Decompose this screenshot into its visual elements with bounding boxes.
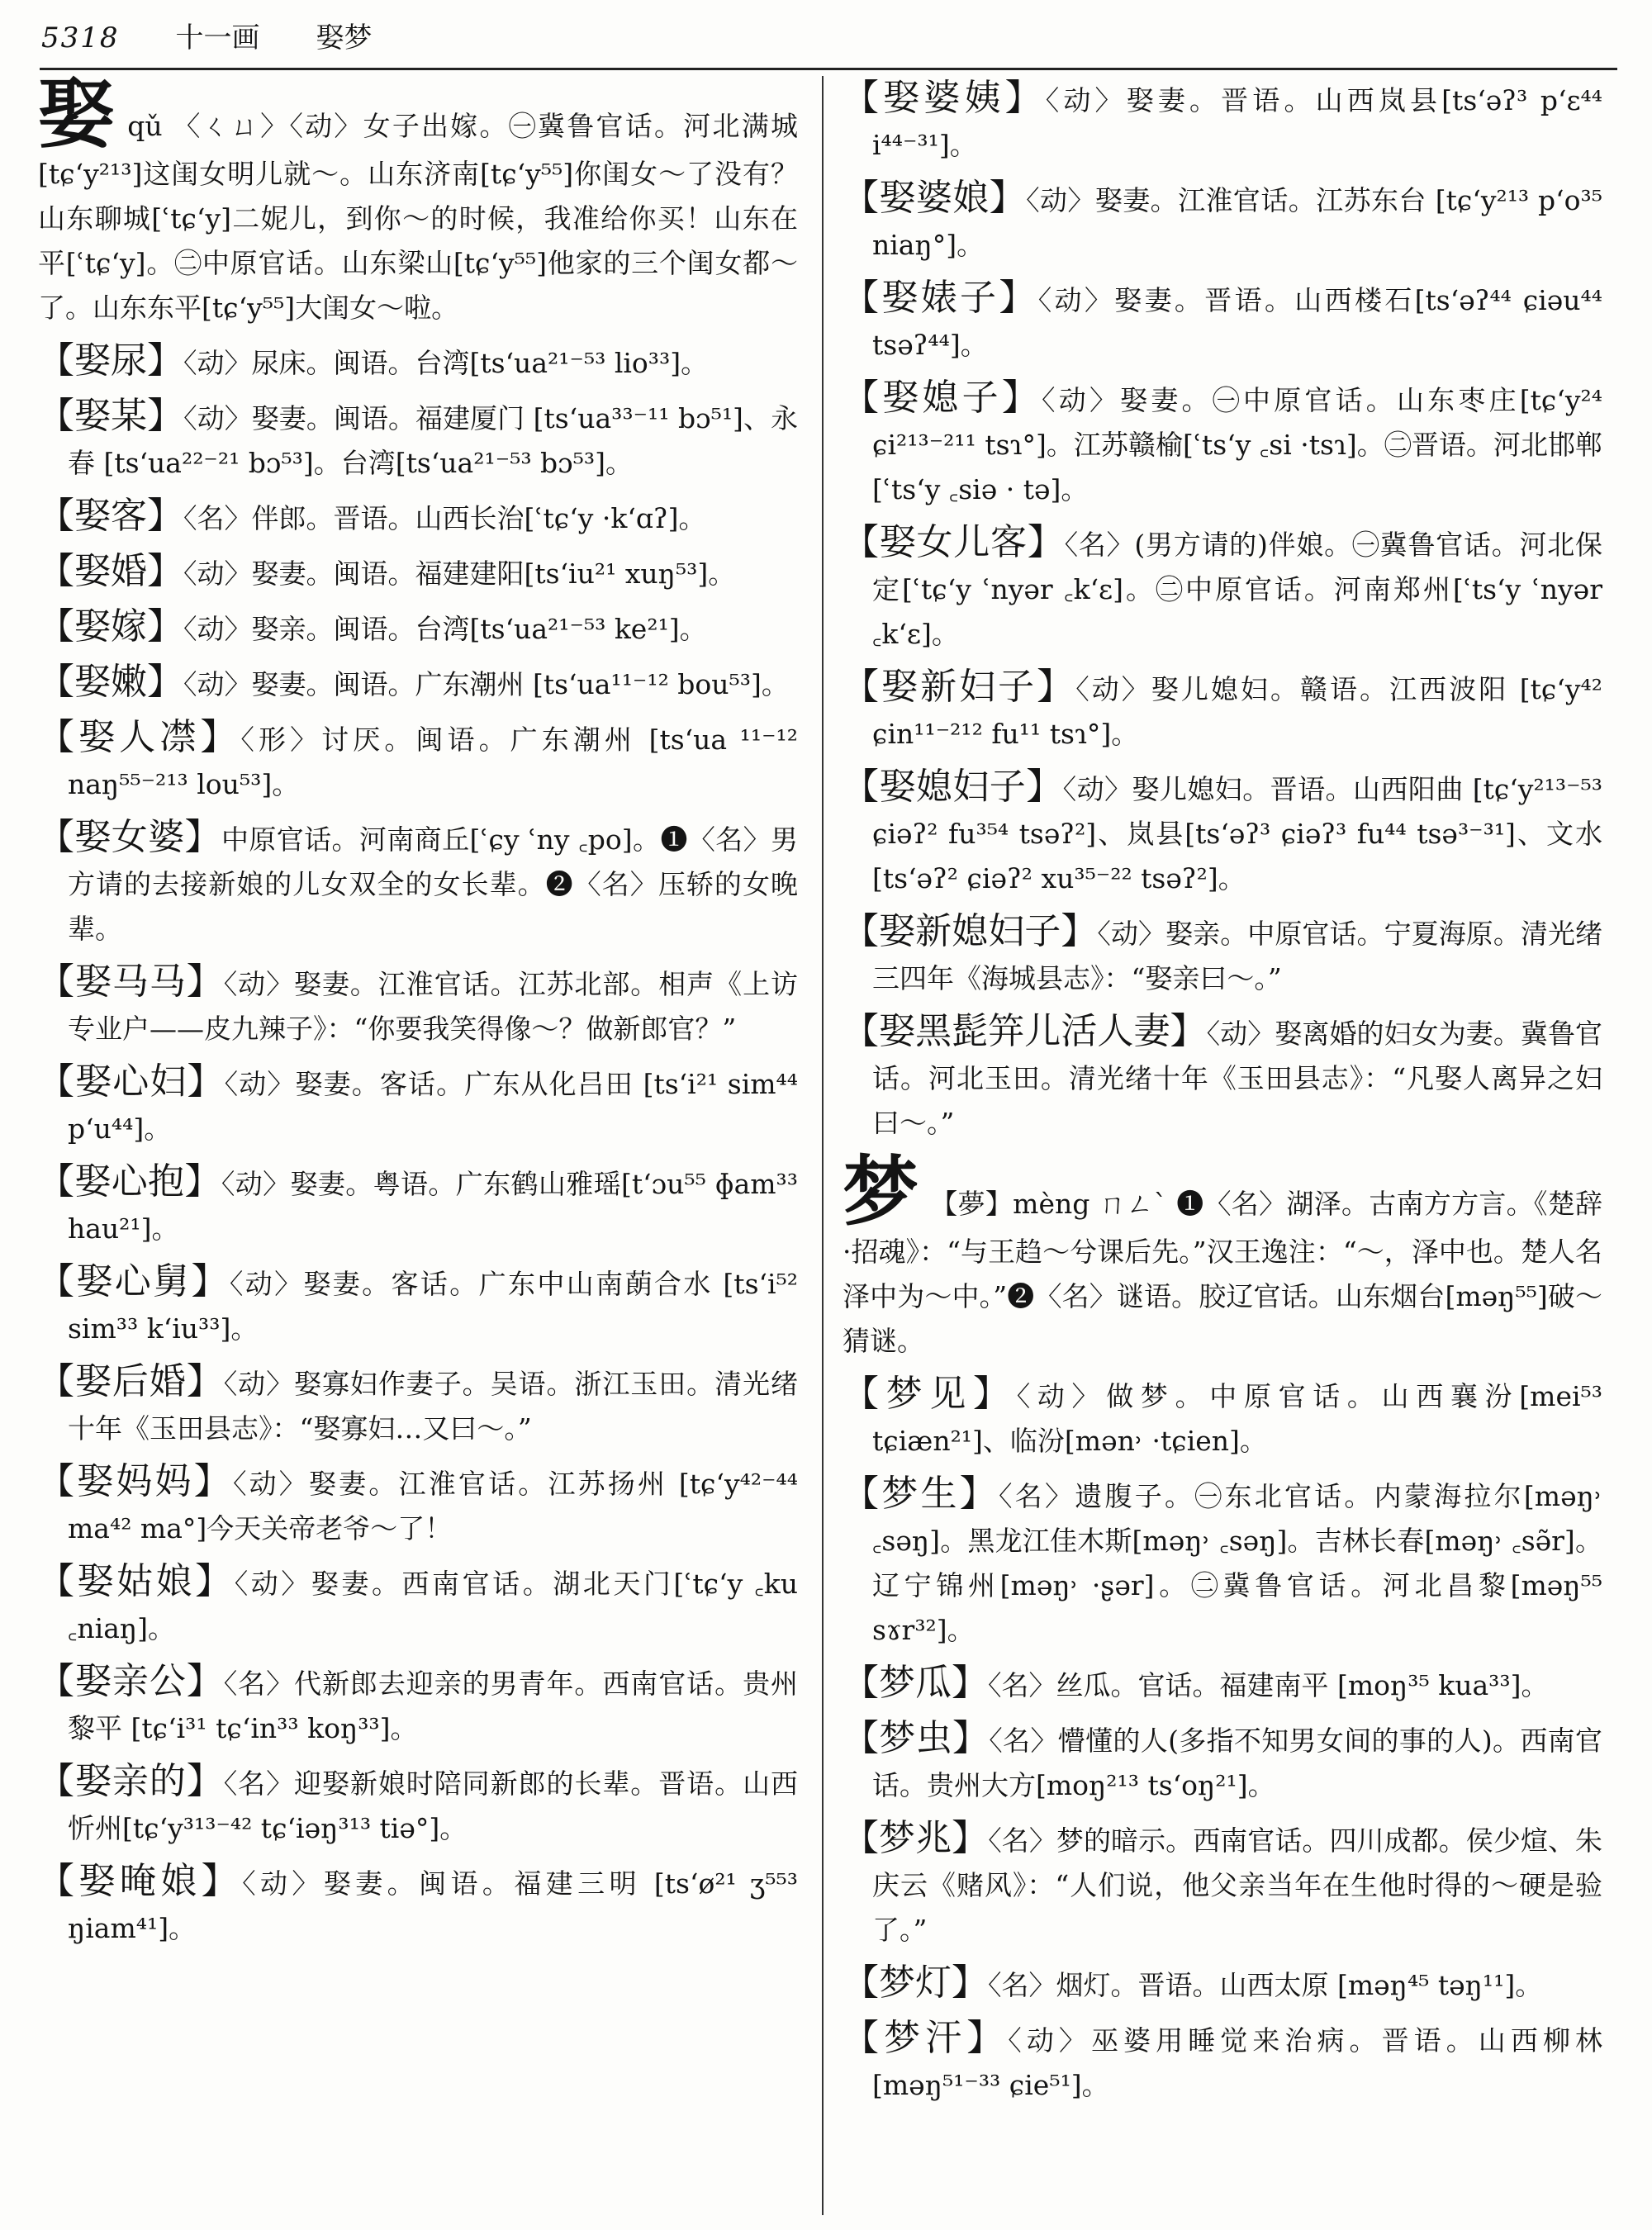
entry-text: 〈名〉(男方请的)伴娘。㊀冀鲁官话。河北保定[ʿtɕʻy ʿnyər ꜀kʻɛ]。㊁中原官话。河南郑州[ʿtsʻy ʿnyər ꜀kʻɛ]。 bbox=[872, 529, 1603, 650]
entry bbox=[843, 276, 1602, 368]
entry-headword: 【娶婊子】 bbox=[843, 277, 1038, 319]
entry bbox=[38, 494, 798, 541]
entry-headword: 【娶新妇子】 bbox=[843, 666, 1076, 708]
page-number: 5318 bbox=[41, 21, 120, 55]
entry-headword: 【梦见】 bbox=[843, 1373, 1017, 1415]
entry bbox=[38, 1359, 798, 1451]
entry-headword: 【娶后婚】 bbox=[38, 1360, 224, 1402]
entry bbox=[38, 1659, 798, 1751]
entry bbox=[843, 1816, 1602, 1952]
entry-text: 〈动〉娶妻。晋语。山西楼石[tsʻəʔ⁴⁴ ɕiəu⁴⁴ tsəʔ⁴⁴]。 bbox=[872, 284, 1603, 361]
entry-text: 〈动〉娶亲。中原官话。宁夏海原。清光绪三四年《海城县志》：“娶亲曰～。” bbox=[872, 918, 1603, 994]
entry-headword: 【娶马马】 bbox=[38, 961, 224, 1003]
entry bbox=[38, 1559, 798, 1651]
entry-headword: 【娶女婆】 bbox=[38, 816, 221, 858]
entry bbox=[38, 1060, 798, 1151]
entry-headword: 【娶婆姨】 bbox=[843, 77, 1046, 119]
entry bbox=[38, 960, 798, 1051]
entry bbox=[38, 1260, 798, 1351]
stroke-count: 十一画 bbox=[175, 21, 260, 55]
entry-headword: 【娶新媳妇子】 bbox=[843, 910, 1098, 952]
entry bbox=[843, 1716, 1602, 1808]
entry bbox=[38, 339, 798, 386]
entry-headword: 娶 bbox=[38, 69, 116, 159]
entry bbox=[38, 1859, 798, 1951]
entry-text: 〈动〉做梦。中原官话。山西襄汾[mei⁵³ tɕiæn²¹]、临汾[mən˒ ·tɕien]。 bbox=[872, 1380, 1603, 1457]
entry-headword: 【娶嫩】 bbox=[38, 661, 183, 703]
entry-headword: 【娶某】 bbox=[38, 395, 184, 437]
entry-text: 〈名〉懵懂的人(多指不知男女间的事的人)。西南官话。贵州大方[moŋ²¹³ tsʻoŋ²¹]。 bbox=[872, 1725, 1602, 1801]
entry-headword: 【娶女儿客】 bbox=[843, 521, 1065, 563]
entry-text: 〈动〉娶妻。客话。广东中山南蓢合水 [tsʻi⁵² sim³³ kʻiu³³]。 bbox=[68, 1268, 799, 1345]
entry-headword: 【梦汗】 bbox=[843, 2017, 1009, 2059]
entry-headword: 【娶婚】 bbox=[38, 550, 183, 592]
entry-text: 〈名〉代新郎去迎亲的男青年。西南官话。贵州黎平 [tɕʻi³¹ tɕʻin³³ koŋ³³]。 bbox=[68, 1668, 799, 1744]
page-header bbox=[41, 15, 1615, 66]
entry-text: 〈名〉烟灯。晋语。山西太原 [məŋ⁴⁵ təŋ¹¹]。 bbox=[988, 1969, 1543, 2001]
entry-text: qǔ 〈ㄑㄩ〉〈动〉女子出嫁。㊀冀鲁官话。河北满城[tɕʻy²¹³]这闺女明儿就～。山东济南[tɕʻy⁵⁵]你闺女～了没有？山东聊城[ʿtɕʻy]二妮儿，到你～的时候，我准给你买！山东在平[ʿtɕʻy]。㊁中原官话。山东梁山[tɕʻy⁵⁵]他家的三个闺女都～了。山东东平[tɕʻy⁵⁵]大闺女～啦。 bbox=[38, 110, 798, 324]
entry-headword: 【娶媳子】 bbox=[843, 377, 1042, 419]
entry-text: 〈动〉娶妻。闽语。福建厦门 [tsʻua³³⁻¹¹ bɔ⁵¹]、永春 [tsʻua²²⁻²¹ bɔ⁵³]。台湾[tsʻua²¹⁻⁵³ bɔ⁵³]。 bbox=[68, 402, 799, 479]
entry-text: 〈名〉迎娶新娘时陪同新郎的长辈。晋语。山西忻州[tɕʻy³¹³⁻⁴² tɕʻiəŋ³¹³ tiə°]。 bbox=[68, 1767, 799, 1844]
header-chars: 娶梦 bbox=[316, 21, 373, 55]
entry-headword: 【梦虫】 bbox=[843, 1717, 990, 1759]
header-rule bbox=[40, 68, 1617, 70]
entry-text: 〈名〉遗腹子。㊀东北官话。内蒙海拉尔[məŋ˒ ꜀səŋ]。黑龙江佳木斯[məŋ˒ ꜀səŋ]。吉林长春[məŋ˒ ꜀sə̃r]。辽宁锦州[məŋ˒ ·ʂər]。㊁冀鲁官话。河北昌黎[məŋ⁵⁵ sɤr³²]。 bbox=[872, 1480, 1602, 1646]
entry-headword: 【娶亲的】 bbox=[38, 1760, 224, 1802]
entry-headword: 【娶婆娘】 bbox=[843, 177, 1027, 219]
column-divider bbox=[822, 76, 824, 2215]
entry-text: 〈动〉娶妻。江淮官话。江苏北部。相声《上访专业户——皮九辣子》：“你要我笑得像～？做新郎官？” bbox=[68, 968, 799, 1045]
entry-main-meng bbox=[843, 1147, 1602, 1364]
entry bbox=[38, 394, 798, 486]
entry-text: 〈动〉娶离婚的妇女为妻。冀鲁官话。河北玉田。清光绪十年《玉田县志》：“凡娶人离异之妇曰～。” bbox=[872, 1018, 1602, 1139]
entry-text: 〈动〉娶妻。江淮官话。江苏东台 [tɕʻy²¹³ pʻo³⁵ niaŋ°]。 bbox=[872, 184, 1602, 261]
entry-text: 〈动〉娶儿媳妇。晋语。山西阳曲 [tɕʻy²¹³⁻⁵³ ɕiəʔ² fu³⁵⁴ tsəʔ²]、岚县[tsʻəʔ³ ɕiəʔ³ fu⁴⁴ tsə³⁻³¹]、文水[tsʻəʔ² ɕiəʔ² xu³⁵⁻²² tsəʔ²]。 bbox=[872, 773, 1603, 894]
entry-text: 〈动〉娶妻。江淮官话。江苏扬州 [tɕʻy⁴²⁻⁴⁴ ma⁴² ma°]今天关帝老爷～了！ bbox=[68, 1468, 799, 1544]
entry-text: 〈动〉娶妻。西南官话。湖北天门[ʿtɕʻy ꜀ku ꜀niaŋ]。 bbox=[68, 1568, 799, 1644]
entry-headword: 【娶晻娘】 bbox=[38, 1860, 243, 1902]
entry-headword: 【娶姑娘】 bbox=[38, 1560, 235, 1602]
entry-text: 〈动〉娶妻。晋语。山西岚县[tsʻəʔ³ pʻɛ⁴⁴ i⁴⁴⁻³¹]。 bbox=[872, 84, 1603, 161]
entry-text: 〈动〉娶妻。粤语。广东鹤山雅瑶[tʻɔu⁵⁵ ɸam³³ hau²¹]。 bbox=[68, 1168, 798, 1245]
entry bbox=[38, 1759, 798, 1851]
entry bbox=[843, 1472, 1602, 1653]
entry bbox=[38, 549, 798, 596]
entry-headword: 梦 bbox=[843, 1147, 919, 1236]
entry bbox=[843, 76, 1602, 168]
entry-text: 〈动〉娶儿媳妇。赣语。江西波阳 [tɕʻy⁴² ɕin¹¹⁻²¹² fu¹¹ tsɿ°]。 bbox=[872, 673, 1602, 750]
left-column bbox=[38, 69, 799, 1959]
entry-headword: 【娶人凚】 bbox=[38, 716, 241, 758]
right-column bbox=[843, 76, 1602, 2116]
entry-headword: 【娶媳妇子】 bbox=[843, 766, 1063, 808]
entry-text: 〈动〉娶寡妇作妻子。吴语。浙江玉田。清光绪十年《玉田县志》：“娶寡妇…又曰～。” bbox=[68, 1368, 799, 1445]
entry bbox=[38, 715, 798, 807]
entry-headword: 【娶妈妈】 bbox=[38, 1460, 233, 1502]
entry-main-qu bbox=[38, 69, 798, 330]
entry bbox=[843, 176, 1602, 268]
entry-text: 【夢】mèng ㄇㄥˋ ❶〈名〉湖泽。古南方方言。《楚辞·招魂》：“与王趋～兮课后先。”汉王逸注：“～，泽中也。楚人名泽中为～中。”❷〈名〉谜语。胶辽官话。山东烟台[məŋ⁵⁵]破～猜谜。 bbox=[843, 1188, 1602, 1357]
entry-text: 〈动〉娶亲。闽语。台湾[tsʻua²¹⁻⁵³ ke²¹]。 bbox=[183, 613, 707, 645]
entry-headword: 【梦生】 bbox=[843, 1473, 999, 1515]
entry-text: 〈名〉丝瓜。官话。福建南平 [moŋ³⁵ kua³³]。 bbox=[988, 1669, 1549, 1701]
entry bbox=[843, 765, 1602, 901]
entry bbox=[38, 1459, 798, 1551]
entry bbox=[38, 605, 798, 652]
entry bbox=[843, 1661, 1602, 1708]
entry-headword: 【娶客】 bbox=[38, 495, 183, 537]
entry bbox=[38, 1160, 798, 1251]
entry-text: 〈动〉娶妻。闽语。广东潮州 [tsʻua¹¹⁻¹² bou⁵³]。 bbox=[183, 668, 789, 700]
entry-text: 〈名〉伴郎。晋语。山西长治[ʿtɕʻy ·kʻɑʔ]。 bbox=[183, 502, 706, 534]
entry-headword: 【娶嫁】 bbox=[38, 605, 183, 648]
entry-text: 〈动〉巫婆用睡觉来治病。晋语。山西柳林 [məŋ⁵¹⁻³³ ɕie⁵¹]。 bbox=[872, 2024, 1603, 2101]
entry bbox=[38, 660, 798, 707]
entry bbox=[843, 1009, 1602, 1146]
entry bbox=[843, 376, 1602, 512]
entry-headword: 【娶心抱】 bbox=[38, 1160, 221, 1203]
entry bbox=[843, 1372, 1602, 1464]
entry bbox=[843, 909, 1602, 1001]
entry-text: 〈动〉娶妻。闽语。福建建阳[tsʻiu²¹ xuŋ⁵³]。 bbox=[183, 558, 736, 590]
entry-text: 〈动〉尿床。闽语。台湾[tsʻua²¹⁻⁵³ lio³³]。 bbox=[183, 347, 709, 379]
entry-headword: 【梦兆】 bbox=[843, 1817, 989, 1859]
entry-text: 〈动〉娶妻。㊀中原官话。山东枣庄[tɕʻy²⁴ ɕi²¹³⁻²¹¹ tsɿ°]。江苏赣榆[ʿtsʻy ꜀si ·tsɿ]。㊁晋语。河北邯郸[ʿtsʻy ꜀siə · tə]。 bbox=[872, 384, 1603, 505]
entry-text: 〈名〉梦的暗示。西南官话。四川成都。侯少煊、朱庆云《赌风》：“人们说，他父亲当年在生他时得的～硬是验了。” bbox=[872, 1824, 1603, 1946]
entry-text: 〈形〉讨厌。闽语。广东潮州 [tsʻua ¹¹⁻¹² naŋ⁵⁵⁻²¹³ lou⁵³]。 bbox=[68, 724, 798, 800]
entry bbox=[38, 815, 798, 951]
entry-headword: 【梦灯】 bbox=[843, 1962, 988, 2004]
entry-headword: 【娶尿】 bbox=[38, 339, 183, 382]
entry-headword: 【娶心妇】 bbox=[38, 1060, 225, 1103]
entry-text: 中原官话。河南商丘[ʿɕy ʿny ꜀po]。❶〈名〉男方请的去接新娘的儿女双全的女长辈。❷〈名〉压轿的女晚辈。 bbox=[68, 823, 799, 945]
entry-text: 〈动〉娶妻。闽语。福建三明 [tsʻø²¹ ʒ⁵⁵³ ŋiam⁴¹]。 bbox=[68, 1867, 798, 1944]
entry-text: 〈动〉娶妻。客话。广东从化吕田 [tsʻi²¹ sim⁴⁴ pʻu⁴⁴]。 bbox=[68, 1068, 799, 1145]
entry-headword: 【娶心舅】 bbox=[38, 1260, 230, 1302]
entry-headword: 【娶亲公】 bbox=[38, 1660, 224, 1702]
entry-headword: 【梦瓜】 bbox=[843, 1662, 988, 1704]
entry-headword: 【娶黑髭笄儿活人妻】 bbox=[843, 1010, 1207, 1052]
entry bbox=[843, 1961, 1602, 2008]
entry bbox=[843, 665, 1602, 757]
entry bbox=[843, 520, 1602, 657]
entry bbox=[843, 2016, 1602, 2108]
